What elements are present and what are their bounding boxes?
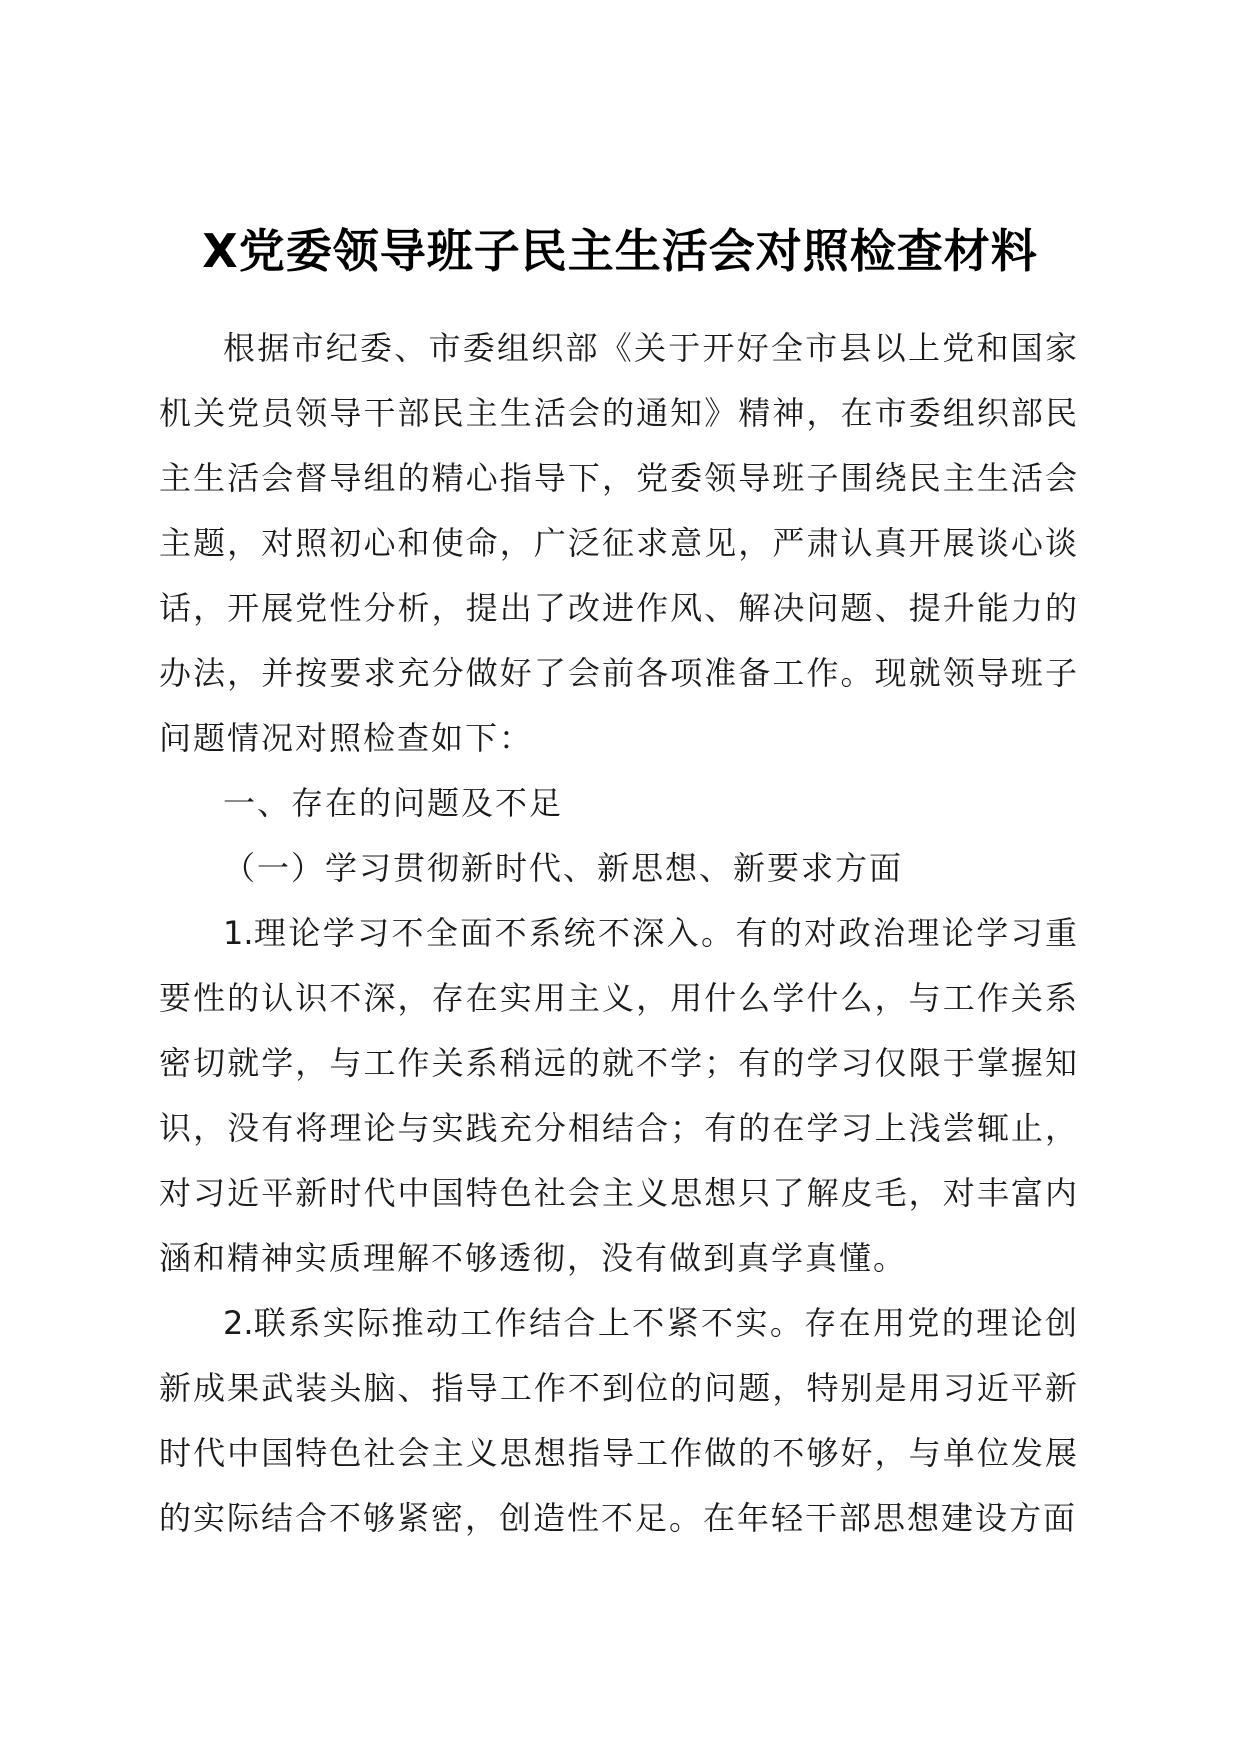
- item-paragraph-2: [159, 1291, 1079, 1551]
- intro-paragraph: 根据市纪委、市委组织部《关于开好全市县以上党和国家机关党员领导干部民主生活会的通知》精神，在市委组织部民主生活会督导组的精心指导下，党委领导班子围绕民主生活会主题，对照初心和使命，广泛征求意见，严肃认真开展谈心谈话，开展党性分析，提出了改进作风、解决问题、提升能力的办法，并按要求充分做好了会前各项准备工作。现就领导班子问题情况对照检查如下：: [159, 329, 1079, 757]
- section-heading: 一、存在的问题及不足: [223, 784, 564, 822]
- document-title: X党委领导班子民主生活会对照检查材料: [202, 224, 1038, 278]
- item-text: 理论学习不全面不系统不深入。有的对政治理论学习重要性的认识不深，存在实用主义，用什么学什么，与工作关系密切就学，与工作关系稍远的就不学；有的学习仅限于掌握知识，没有将理论与实践充分相结合；有的在学习上浅尝辄止，对习近平新时代中国特色社会主义思想只了解皮毛，对丰富内涵和精神实质理解不够透彻，没有做到真学真懂。: [159, 914, 1079, 1277]
- subsection-heading: （一）学习贯彻新时代、新思想、新要求方面: [223, 849, 904, 887]
- item-paragraph-1: [159, 901, 1079, 1291]
- item-text: 联系实际推动工作结合上不紧不实。存在用党的理论创新成果武装头脑、指导工作不到位的问题，特别是用习近平新时代中国特色社会主义思想指导工作做的不够好，与单位发展的实际结合不够紧密，创造性不足。在年轻干部思想建设方面: [159, 1304, 1079, 1537]
- item-number: 2.: [223, 1304, 254, 1342]
- item-number: 1.: [223, 914, 254, 952]
- document-body: [159, 316, 1079, 1551]
